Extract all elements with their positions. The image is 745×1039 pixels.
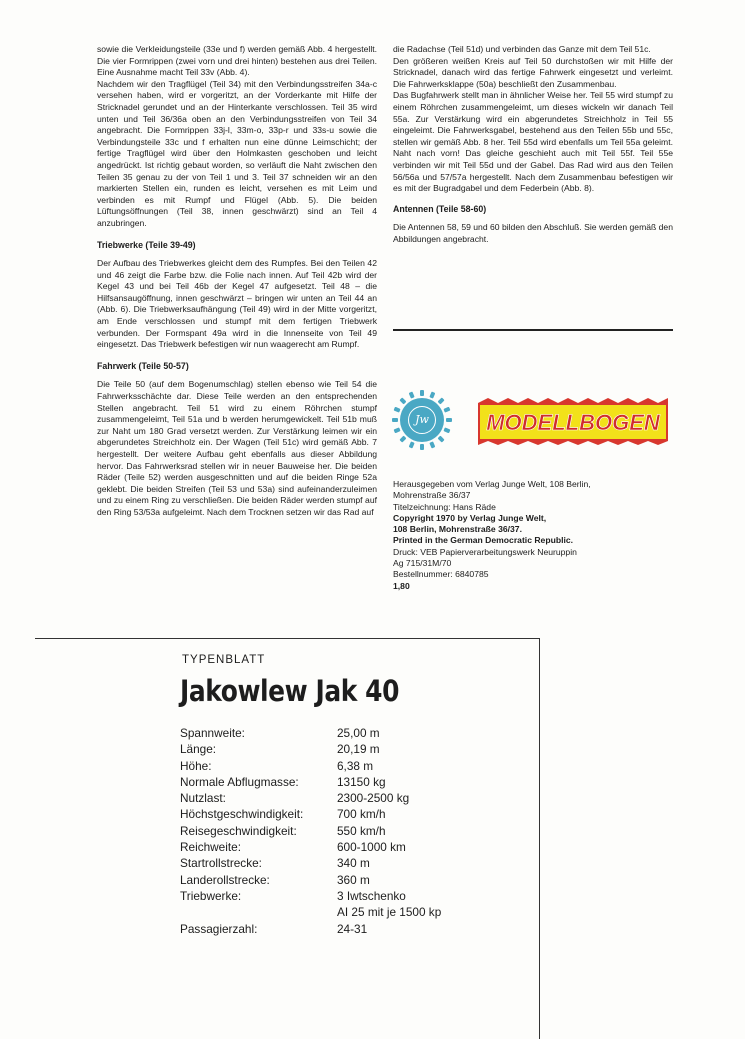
typenblatt-label: TYPENBLATT xyxy=(182,654,266,666)
paragraph: Das Bugfahrwerk stellt man in ähnlicher Weise her. Teil 55 wird stumpf zu einem Röhrchen zusammengeleimt, um dieses wickeln wir danach Teil 55a. Zur Verstärkung wird ein abgerundetes Streichholz in Teil 55 eingeleimt. Die Fahrwerksgabel, bestehend aus den Teilen 55b und 55c, stellen wir gemäß Abb. 8 her. Teil 55d wird ebenfalls um Teil 55a geleimt. Naht nach vorn! Das gleiche geschieht auch mit Teil 55f. Teil 55e verbinden wir mit Teil 55d und der Gabel. Das Rad wird aus den Teilen 56/56a und 57/57a hergestellt. Nach dem Zusammenbau befestigen wir es mit der Bugradgabel und dem Federbein (Abb. 8). xyxy=(393,90,673,194)
spec-row xyxy=(180,806,520,822)
spec-table xyxy=(180,725,520,937)
logo-ray xyxy=(446,418,452,422)
spec-value: 25,00 m xyxy=(337,726,380,740)
spec-value: 550 km/h xyxy=(337,823,386,838)
spec-value: 600-1000 km xyxy=(337,840,406,855)
section-heading-triebwerke: Triebwerke (Teile 39-49) xyxy=(97,239,196,250)
spec-row xyxy=(180,823,520,839)
paragraph: Den größeren weißen Kreis auf Teil 50 durchstoßen wir mit Hilfe der Stricknadel, danach wird das fertige Fahrwerk eingesetzt und verleimt. Die Fahrwerksklappe (50a) beschließt den Zusammenbau. xyxy=(393,55,673,89)
impressum xyxy=(393,479,683,592)
brand-name: MODELLBOGEN xyxy=(486,410,660,435)
logo-ray xyxy=(443,427,450,433)
spec-value: 6,38 m xyxy=(337,758,374,773)
spec-value: 2300-2500 kg xyxy=(337,791,410,806)
paragraph: sowie die Verkleidungsteile (33e und f) werden gemäß Abb. 4 hergestellt. Die vier Formrippen (zwei vorn und drei hinten) bestehen aus drei Teilen. Eine Ausnahme macht Teil 33v (Abb. 4). xyxy=(97,44,377,78)
spec-key: Startrollstrecke: xyxy=(180,856,262,871)
impressum-line: Titelzeichnung: Hans Räde xyxy=(393,501,496,512)
logo-ray xyxy=(420,390,424,396)
logo-ray xyxy=(420,444,424,450)
spec-row xyxy=(180,888,520,904)
spec-value: AI 25 mit je 1500 kp xyxy=(337,905,442,920)
impressum-line: 108 Berlin, Mohrenstraße 36/37. xyxy=(393,524,522,535)
impressum-line: Bestellnummer: 6840785 xyxy=(393,569,489,580)
left-text-column xyxy=(97,44,377,519)
spec-value: 3 Iwtschenko xyxy=(337,888,406,903)
impressum-line: Herausgegeben vom Verlag Junge Welt, 108 Berlin, xyxy=(393,479,591,489)
spec-row xyxy=(180,758,520,774)
spec-key: Höchstgeschwindigkeit: xyxy=(180,807,304,822)
impressum-line: Ag 715/31M/70 xyxy=(393,558,452,569)
spec-key: Nutzlast: xyxy=(180,791,226,806)
spec-key: Passagierzahl: xyxy=(180,921,258,936)
spec-row xyxy=(180,904,520,920)
impressum-line: Copyright 1970 by Verlag Junge Welt, xyxy=(393,512,547,523)
spec-value: 24-31 xyxy=(337,921,368,936)
paragraph: Die Antennen 58, 59 und 60 bilden den Abschluß. Sie werden gemäß den Abbildungen angebracht. xyxy=(393,222,673,244)
junge-welt-logo-icon xyxy=(400,398,444,442)
section-heading-antennen: Antennen (Teile 58-60) xyxy=(393,203,487,214)
spec-key: Länge: xyxy=(180,742,217,757)
paragraph: die Radachse (Teil 51d) und verbinden das Ganze mit dem Teil 51c. xyxy=(393,44,651,54)
spec-row xyxy=(180,872,520,888)
logo-ray xyxy=(429,441,435,448)
spec-key: Reichweite: xyxy=(180,840,241,855)
divider-rule xyxy=(393,329,673,331)
spec-row xyxy=(180,741,520,757)
spec-key: Reisegeschwindigkeit: xyxy=(180,823,297,838)
spec-key: Höhe: xyxy=(180,758,212,773)
section-heading-fahrwerk: Fahrwerk (Teile 50-57) xyxy=(97,360,189,371)
spec-row xyxy=(180,921,520,937)
impressum-line: Druck: VEB Papierverarbeitungswerk Neuruppin xyxy=(393,546,577,557)
spec-row xyxy=(180,774,520,790)
modellbogen-banner xyxy=(472,395,672,447)
spec-row xyxy=(180,790,520,806)
spec-row xyxy=(180,855,520,871)
impressum-line: Mohrenstraße 36/37 xyxy=(393,490,471,501)
spec-row xyxy=(180,839,520,855)
spec-value: 13150 kg xyxy=(337,774,386,789)
spec-key: Landerollstrecke: xyxy=(180,872,270,887)
logo-ray xyxy=(392,418,398,422)
paragraph: Die Teile 50 (auf dem Bogenumschlag) stellen ebenso wie Teil 54 die Fahrwerksschächte dar. Diese Teile werden an den entsprechenden Stellen angebracht. Teil 51 wird zu einem Röhrchen stumpf zusammengeleimt, Teil 51a und b werden herumgewickelt. Teil 51b muß zur Naht um 180 Grad versetzt werden. Zur Verstärkung leimen wir ein abgerundetes Streichholz ein. Der Wagen (Teil 51c) wird gemäß Abb. 7 hergestellt. Der weitere Aufbau geht ebenfalls aus dieser Abbildung hervor. Das Fahrwerksrad stellen wir in neuer Bauweise her. Die beiden Räder (Teile 52) werden ausgeschnitten und auf die beiden Ringe 52a geklebt. Die beiden Streifen (Teil 53 und 53a) sind aufeinanderzuleimen und zu einem Ring zu verschließen. Die beiden Räder werden stumpf auf den Ring 53/53a aufgeleimt. Nach dem Trocknen setzen wir das Rad auf xyxy=(97,379,377,517)
spec-key: Spannweite: xyxy=(180,726,245,740)
spec-value: 20,19 m xyxy=(337,742,380,757)
logo-ray xyxy=(409,441,415,448)
spec-value: 340 m xyxy=(337,856,370,871)
right-text-column xyxy=(393,44,673,246)
paragraph: Der Aufbau des Triebwerkes gleicht dem des Rumpfes. Bei den Teilen 42 und 46 zeigt die Farbe bzw. die Folie nach innen. Auf Teil 42b wird der Kegel 43 und bei Teil 46b der Kegel 47 aufgesetzt. Teil 48 – die Hilfsansaugöffnung, innen geschwärzt – bringen wir unten an Teil 44 an (Abb. 6). Die Triebwerksaufhängung (Teil 49) wird in der Mitte vorgeritzt, am Ende verschlossen und stumpf mit dem fertigen Triebwerk verbunden. Der Formspant 49a wird in die Innenseite von Teil 49 eingesetzt. Das Triebwerk befestigen wir nun waagerecht am Rumpf. xyxy=(97,258,377,350)
spec-key: Normale Abflugmasse: xyxy=(180,774,299,789)
logo-ray xyxy=(443,407,450,413)
spec-value: 360 m xyxy=(337,872,370,887)
price: 1,80 xyxy=(393,580,410,591)
spec-value: 700 km/h xyxy=(337,807,386,822)
aircraft-title: Jakowlew Jak 40 xyxy=(180,674,400,708)
spec-key: Triebwerke: xyxy=(180,888,242,903)
paragraph: Nachdem wir den Tragflügel (Teil 34) mit den Verbindungsstreifen 34a-c versehen haben, wird er vorgeritzt, an der Vorderkante mit Hilfe der Stricknadel gerundet und an der Hinterkante verschlossen. Teil 35 wird unten und Teil 36/36a oben an den Verbindungsstreifen von Teil 34 angebracht. Die Formrippen 33j-l, 33m-o, 33p-r und 33s-u sowie die Verbindungsteile 33c und f erhalten nun eine dünne Leimschicht; der fertige Tragflügel wird über den Holmkasten geschoben und leicht angedrückt. Ist richtig gebaut worden, so verläuft die Naht zwischen den Teilen 35 genau zu der von Teil 1 und 3. Teil 37 schneiden wir an den markierten Stellen ein, runden es leicht, versehen es mit Leim und verbinden es mit Rumpf und Flügel (Abb. 5). Die beiden Lüftungsöffnungen (Teil 38, innen geschwärzt) sind an Teil 4 anzubringen. xyxy=(97,78,377,228)
impressum-line: Printed in the German Democratic Republic. xyxy=(393,535,574,546)
logo-monogram: Jw xyxy=(415,413,429,426)
spec-row xyxy=(180,725,520,741)
